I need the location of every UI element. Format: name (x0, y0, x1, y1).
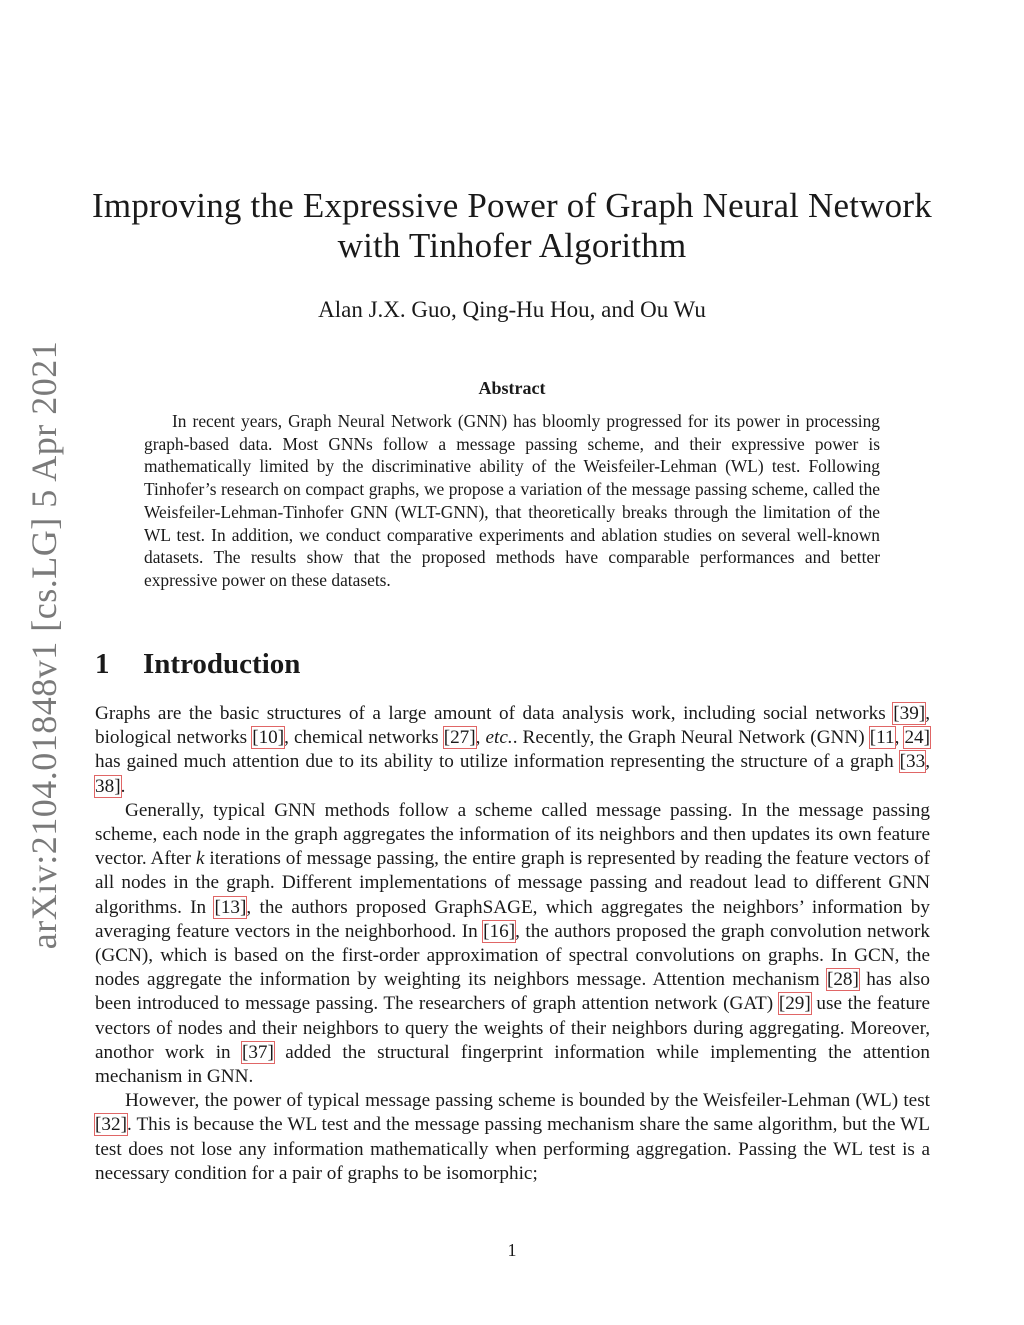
citation-link[interactable]: [28] (826, 969, 859, 991)
section-heading (95, 648, 300, 681)
page-number: 1 (507, 1240, 517, 1260)
text-run: has gained much attention due to its ability to utilize information representing the structure of a graph (95, 751, 900, 773)
citation-link[interactable]: [29] (778, 993, 811, 1015)
paragraph-1 (95, 702, 930, 799)
section-title: Introduction (143, 648, 301, 680)
citation-link[interactable]: [11 (869, 727, 895, 749)
abstract-heading: Abstract (478, 378, 546, 398)
citation-link[interactable]: [10] (252, 727, 285, 749)
paper-title-line-2: with Tinhofer Algorithm (337, 226, 687, 265)
text-run: , biological networks (95, 703, 930, 749)
text-run: , (894, 727, 905, 749)
text-run: Graphs are the basic structures of a large amount of data analysis work, including social networks (95, 703, 894, 724)
text-run: , (475, 727, 486, 749)
text-run: . (120, 775, 126, 797)
etc-italic: etc. (485, 727, 513, 749)
section-number: 1 (95, 648, 110, 680)
text-run: , the authors proposed GraphSAGE, which aggregates the neighbors’ information by averaging feature vectors in the neighborhood. In (95, 896, 930, 942)
author-list: Alan J.X. Guo, Qing-Hu Hou, and Ou Wu (318, 297, 706, 322)
text-run: iterations of message passing, the entire graph is represented by reading the feature vectors of all nodes in the graph. Different implementations of message passing and readout lead to different GNN algorithms. In (95, 848, 930, 918)
arxiv-identifier-text: arXiv:2104.01848v1 [cs.LG] 5 Apr 2021 (24, 340, 65, 950)
citation-link[interactable]: [39] (893, 703, 926, 724)
text-run: . This is because the WL test and the message passing mechanism share the same algorithm, but the WL test does not lose any information mathematically when performing aggregation. Passing the WL test is a necessary condition for a pair of graphs to be isomorphic; (95, 1114, 930, 1184)
citation-link[interactable]: [37] (241, 1041, 274, 1063)
citation-link[interactable]: [33 (899, 751, 926, 773)
text-run: . Recently, the Graph Neural Network (GNN) (512, 727, 870, 749)
citation-link[interactable]: [32] (95, 1114, 127, 1136)
citation-link[interactable]: [13] (214, 896, 247, 918)
citation-link[interactable]: [27] (443, 727, 476, 749)
citation-link[interactable]: 38] (95, 775, 121, 797)
introduction-body (95, 702, 930, 1186)
paper-title-line-1: Improving the Expressive Power of Graph Neural Network (92, 186, 932, 225)
text-run: use the feature vectors of nodes and their neighbors to query the weights of their neighbors during aggregating. Moreover, anothor work in (95, 993, 930, 1063)
text-run: Generally, typical GNN methods follow a scheme called message passing. In the message passing scheme, each node in the graph aggregates the information of its neighbors and then updates its own feature vector. After (95, 799, 930, 870)
paragraph-2 (95, 799, 930, 1089)
text-run: has also been introduced to message passing. The researchers of graph attention network (GAT) (95, 969, 930, 1015)
text-run: , chemical networks (284, 727, 444, 749)
math-variable-k: k (195, 848, 205, 870)
arxiv-identifier-stamp (16, 340, 72, 950)
text-run: However, the power of typical message passing scheme is bounded by the Weisfeiler-Lehman (WL) test (125, 1090, 930, 1112)
citation-link[interactable]: [16] (483, 920, 516, 942)
paragraph-3 (95, 1089, 930, 1186)
text-run: , (925, 751, 930, 773)
paper-title (60, 186, 964, 266)
text-run: , the authors proposed the graph convolution network (GCN), which is based on the first-order approximation of spectral convolutions on graphs. In GCN, the nodes aggregate the information by weighting its neighbors message. Attention mechanism (95, 920, 930, 991)
citation-link[interactable]: 24] (904, 727, 931, 749)
abstract-text: In recent years, Graph Neural Network (GNN) has bloomly progressed for its power in processing graph-based data. Most GNNs follow a message passing scheme, and their expressive power is mathematically limited by the discriminative ability of the Weisfeiler-Lehman (WL) test. Following Tinhofer’s research on compact graphs, we propose a variation of the message passing scheme, called the Weisfeiler-Lehman-Tinhofer GNN (WLT-GNN), that theoretically breaks through the limitation of the WL test. In addition, we conduct comparative experiments and ablation studies on several well-known datasets. The results show that the proposed methods have comparable performances and better expressive power on these datasets. (144, 411, 880, 590)
text-run: added the structural fingerprint information while implementing the attention mechanism in GNN. (95, 1041, 930, 1088)
